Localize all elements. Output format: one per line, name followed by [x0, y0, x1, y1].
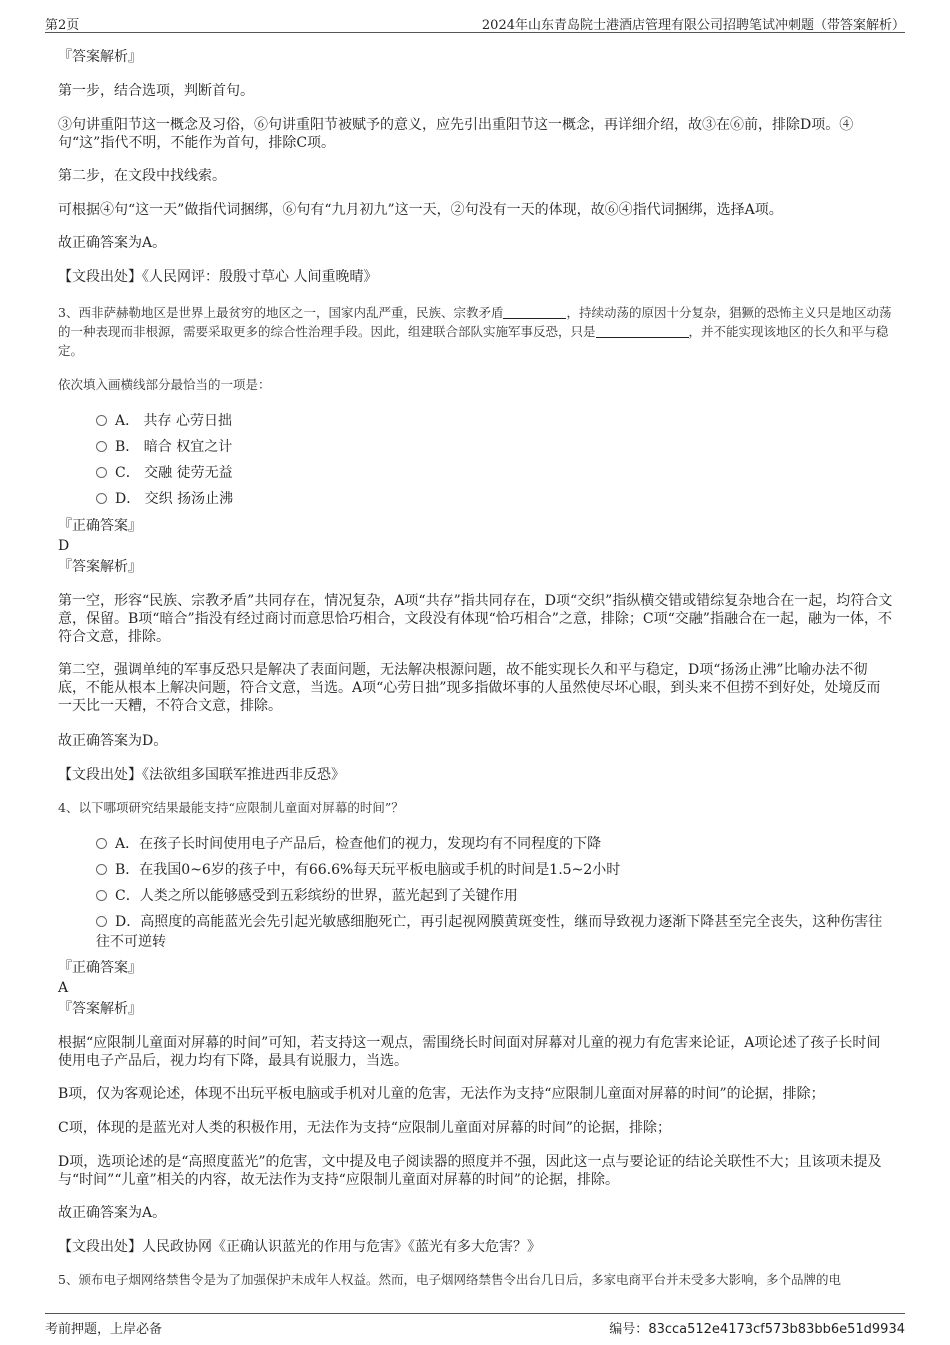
q4-answer: A	[58, 980, 69, 996]
q2-paragraph-2: 可根据④句“这一天”做指代词捆绑，⑥句有“九月初九”这一天，②句没有一天的体现，故⑥④指代词捆绑，选择A项。	[58, 202, 783, 218]
radio-icon[interactable]	[96, 415, 107, 426]
q4-paragraph-3: C项，体现的是蓝光对人类的积极作用，无法作为支持“应限制儿童面对屏幕的时间”的论据，排除；	[58, 1120, 672, 1136]
q3-prompt: 依次填入画横线部分最恰当的一项是：	[58, 377, 271, 392]
q4-option-c-label: C．人类之所以能够感受到五彩缤纷的世界，蓝光起到了关键作用	[115, 888, 518, 904]
q3-conclusion: 故正确答案为D。	[58, 733, 168, 749]
q3-stem-part-3: ，并不能实现该地区的长久和平与稳定。	[58, 324, 889, 358]
page-number: 第2页	[45, 18, 80, 33]
q3-option-d-label: D． 交织 扬汤止沸	[115, 491, 234, 507]
q4-stem: 4、以下哪项研究结果最能支持“应限制儿童面对屏幕的时间”？	[58, 800, 404, 815]
q3-option-c[interactable]	[96, 463, 896, 484]
q3-blank-2	[596, 325, 689, 338]
radio-icon[interactable]	[96, 916, 107, 927]
q3-option-b-label: B． 暗合 权宜之计	[115, 439, 233, 455]
q4-source: 【文段出处】人民政协网《正确认识蓝光的作用与危害》《蓝光有多大危害？》	[58, 1239, 541, 1255]
q2-conclusion: 故正确答案为A。	[58, 235, 167, 251]
q4-paragraph-4: D项，选项论述的是“高照度蓝光”的危害，文中提及电子阅读器的照度并不强，因此这一点与要论证的结论关联性不大；且该项未提及与“时间”“儿童”相关的内容，故无法作为支持“应限制儿童面对屏幕的时间”的论据，排除。	[58, 1154, 882, 1188]
radio-icon[interactable]	[96, 467, 107, 478]
q2-paragraph-1: ③句讲重阳节这一概念及习俗，⑥句讲重阳节被赋予的意义，应先引出重阳节这一概念，再详细介绍，故③在⑥前，排除D项。④句“这”指代不明，不能作为首句，排除C项。	[58, 117, 854, 151]
q4-option-a[interactable]	[96, 834, 896, 855]
q2-step1: 第一步，结合选项，判断首句。	[58, 83, 254, 99]
q4-option-b[interactable]	[96, 860, 896, 881]
radio-icon[interactable]	[96, 441, 107, 452]
q3-option-b[interactable]	[96, 437, 896, 458]
q3-option-a-label: A． 共存 心劳日拙	[115, 413, 233, 429]
q3-option-d[interactable]	[96, 489, 896, 510]
q3-stem-part-1: 3、西非萨赫勒地区是世界上最贫穷的地区之一，国家内乱严重，民族、宗教矛盾	[58, 305, 504, 320]
radio-icon[interactable]	[96, 864, 107, 875]
q2-analysis-label: 『答案解析』	[58, 49, 142, 65]
page-footer	[45, 1313, 905, 1337]
q5-stem: 5、颁布电子烟网络禁售令是为了加强保护未成年人权益。然而，电子烟网络禁售令出台几日后，多家电商平台并未受多大影响，多个品牌的电	[58, 1272, 841, 1287]
q3-paragraph-1: 第一空，形容“民族、宗教矛盾”共同存在，情况复杂，A项“共存”指共同存在，D项“交织”指纵横交错或错综复杂地合在一起，均符合文意，保留。B项“暗合”指没有经过商讨而意思恰巧相合，文段没有体现“恰巧相合”之意，排除；C项“交融”指融合在一起，融为一体，不符合文意，排除。	[58, 593, 893, 645]
q3-stem-part-2: ，持续动荡的原因十分复杂，猖獗的恐怖主义只是地区动荡的一种表现而非根源，需要采取更多的综合性治理手段。因此，组建联合部队实施军事反恐，只是	[58, 305, 892, 339]
q3-blank-1	[503, 306, 566, 319]
footer-code-label: 编号：	[609, 1322, 649, 1337]
q3-option-c-label: C． 交融 徒劳无益	[115, 465, 233, 481]
q4-option-d-label: D．高照度的高能蓝光会先引起光敏感细胞死亡，再引起视网膜黄斑变性，继而导致视力逐渐下降甚至完全丧失，这种伤害往往不可逆转	[96, 914, 883, 950]
q4-analysis-label: 『答案解析』	[58, 1001, 142, 1017]
radio-icon[interactable]	[96, 493, 107, 504]
page-header	[45, 14, 905, 33]
q4-option-b-label: B．在我国0~6岁的孩子中，有66.6%每天玩平板电脑或手机的时间是1.5~2小时	[115, 862, 621, 878]
footer-code-value: 83cca512e4173cf573b83bb6e51d9934	[648, 1322, 905, 1337]
q3-source: 【文段出处】《法欲组多国联军推进西非反恐》	[58, 767, 345, 783]
radio-icon[interactable]	[96, 838, 107, 849]
q3-stem	[58, 303, 893, 360]
q4-conclusion: 故正确答案为A。	[58, 1205, 167, 1221]
q3-analysis-label: 『答案解析』	[58, 559, 142, 575]
q4-paragraph-1: 根据“应限制儿童面对屏幕的时间”可知，若支持这一观点，需围绕长时间面对屏幕对儿童的视力有危害来论证，A项论述了孩子长时间使用电子产品后，视力均有下降，最具有说服力，当选。	[58, 1035, 881, 1069]
footer-code	[609, 1318, 905, 1337]
q4-answer-label: 『正确答案』	[58, 960, 142, 976]
q3-answer-label: 『正确答案』	[58, 518, 142, 534]
q4-option-d[interactable]	[96, 912, 896, 952]
q3-paragraph-2: 第二空，强调单纯的军事反恐只是解决了表面问题，无法解决根源问题，故不能实现长久和平与稳定，D项“扬汤止沸”比喻办法不彻底，不能从根本上解决问题，符合文意，当选。A项“心劳日拙”现多指做坏事的人虽然使尽坏心眼，到头来不但捞不到好处，处境反而一天比一天糟，不符合文意，排除。	[58, 662, 881, 714]
q2-step2: 第二步，在文段中找线索。	[58, 168, 226, 184]
q3-option-a[interactable]	[96, 411, 896, 432]
footer-slogan: 考前押题，上岸必备	[45, 1322, 163, 1337]
q4-paragraph-2: B项，仅为客观论述，体现不出玩平板电脑或手机对儿童的危害，无法作为支持“应限制儿童面对屏幕的时间”的论据，排除；	[58, 1086, 825, 1102]
document-title: 2024年山东青岛院士港酒店管理有限公司招聘笔试冲刺题（带答案解析）	[481, 18, 905, 33]
q2-source: 【文段出处】《人民网评：殷殷寸草心 人间重晚晴》	[58, 269, 378, 285]
radio-icon[interactable]	[96, 890, 107, 901]
q3-answer: D	[58, 538, 70, 554]
q4-option-c[interactable]	[96, 886, 896, 907]
q4-option-a-label: A．在孩子长时间使用电子产品后，检查他们的视力，发现均有不同程度的下降	[115, 836, 602, 852]
